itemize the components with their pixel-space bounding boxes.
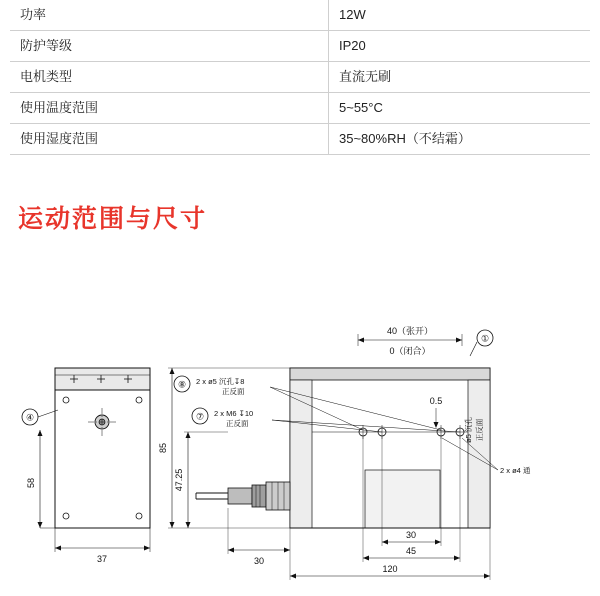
thru-hole-label: 2 x ø4 通 [500,466,531,475]
table-row [10,31,590,62]
hole-7-spec-label: 2 x M6 ↧10 [214,409,254,418]
page-title: 运动范围与尺寸 [18,205,208,233]
hole-8-side-label: 正反面 [222,387,245,396]
dim-85-label: 85 [158,442,168,454]
table-row [10,124,590,155]
spec-value: IP20 [329,31,591,62]
dim-05-label: 0.5 [429,396,443,406]
open-dimension-label: 40（张开） [386,326,434,336]
dim-37-label: 37 [96,554,108,564]
dim-4725-label: 47.25 [174,468,184,492]
callout-1-label: ① [480,333,490,344]
spec-table [10,0,590,155]
hole-7-side-label: 正反面 [226,419,249,428]
spec-value: 35~80%RH（不结霜） [329,124,591,155]
callout-7-label: ⑦ [195,411,205,422]
spec-value: 直流无刷 [329,62,591,93]
right-hole-label: ø5 沉孔 [464,417,473,443]
spec-label: 防护等级 [10,31,329,62]
dim-58-label: 58 [26,477,36,489]
spec-value: 12W [329,0,591,31]
spec-label: 使用温度范围 [10,93,329,124]
closed-dimension-label: 0（闭合） [389,346,431,356]
spec-value: 5~55°C [329,93,591,124]
dim-120-label: 120 [382,564,398,574]
dim-45-label: 45 [405,546,417,556]
right-hole-side-label: 正反面 [475,418,484,442]
dim-30-right-label: 30 [405,530,417,540]
spec-table-body [10,0,590,155]
table-row [10,0,590,31]
dimension-drawing [0,280,600,596]
dim-30-left-label: 30 [253,556,265,566]
left-end-view [22,368,150,564]
callout-4-label: ④ [25,412,35,423]
top-stroke-dimension [358,326,493,356]
table-row [10,93,590,124]
hole-8-spec-label: 2 x ø5 沉孔↧8 [196,377,245,386]
table-row [10,62,590,93]
spec-label: 功率 [10,0,329,31]
spec-label: 电机类型 [10,62,329,93]
spec-label: 使用湿度范围 [10,124,329,155]
callout-8-label: ⑧ [177,379,187,390]
